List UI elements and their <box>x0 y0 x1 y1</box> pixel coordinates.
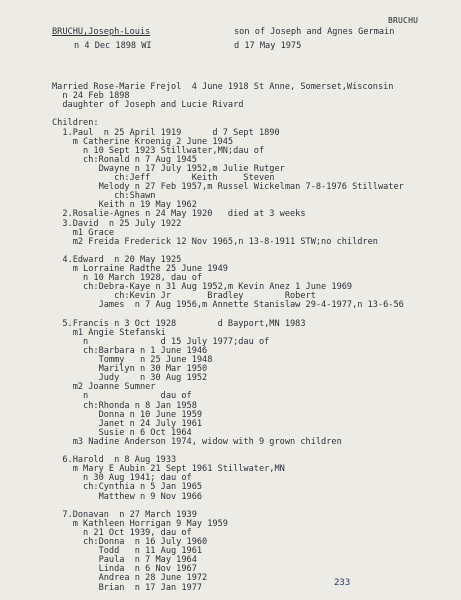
record-line: daughter of Joseph and Lucie Rivard <box>52 100 244 111</box>
person-name: BRUCHU,Joseph-Louis <box>52 27 151 37</box>
record-line: n dau of <box>52 391 192 402</box>
record-line: n 30 Aug 1941; dau of <box>52 473 192 484</box>
record-line: 7.Donavan n 27 March 1939 <box>52 509 197 520</box>
record-line: m1 Grace <box>52 227 115 238</box>
record-line: Brian n 17 Jan 1977 <box>52 582 203 593</box>
record-line: m Catherine Kroenig 2 June 1945 <box>52 136 234 147</box>
record-line: Tommy n 25 June 1948 <box>52 355 213 365</box>
record-line: Janet n 24 July 1961 <box>52 418 203 429</box>
record-line: ch:Kevin Jr Bradley Robert <box>52 291 316 302</box>
death-line: d 17 May 1975 <box>234 41 302 51</box>
record-line: Andrea n 28 June 1972 <box>52 573 208 584</box>
record-line: Dwayne n 17 July 1952,m Julie Rutger <box>52 163 285 174</box>
record-line: n 10 March 1928, dau of <box>52 273 203 284</box>
record-line: ch:Ronald n 7 Aug 1945 <box>52 154 197 165</box>
record-line: Married Rose-Marie Frejol 4 June 1918 St Anne, Somerset,Wisconsin <box>52 82 394 92</box>
record-line: Todd n 11 Aug 1961 <box>52 546 203 557</box>
record-line: 2.Rosalie-Agnes n 24 May 1920 died at 3 weeks <box>52 209 306 220</box>
record-line: Susie n 6 Oct 1964 <box>52 427 192 438</box>
record-line: Linda n 6 Nov 1967 <box>52 564 197 575</box>
record-line: n d 15 July 1977;dau of <box>52 336 270 347</box>
record-line: ch:Barbara n 1 June 1946 <box>52 345 208 356</box>
surname-heading: BRUCHU <box>388 16 419 25</box>
record-line: n 24 Feb 1898 <box>52 91 130 102</box>
record-line: Melody n 27 Feb 1957,m Russel Wickelman 7-8-1976 Stillwater <box>52 182 404 193</box>
record-line: m2 Freida Frederick 12 Nov 1965,n 13-8-1911 STW;no children <box>52 236 378 247</box>
birth-line: n 4 Dec 1898 WI <box>74 41 152 51</box>
record-line: 6.Harold n 8 Aug 1933 <box>52 455 177 466</box>
parents-line: son of Joseph and Agnes Germain <box>234 27 395 37</box>
page-number: 233 <box>334 578 351 588</box>
record-line: m Lorraine Radthe 25 June 1949 <box>52 264 228 274</box>
record-line: Judy n 30 Aug 1952 <box>52 373 208 384</box>
record-line: James n 7 Aug 1956,m Annette Stanislaw 29-4-1977,n 13-6-56 <box>52 300 404 311</box>
record-line: ch:Donna n 16 July 1960 <box>52 537 208 547</box>
record-line: ch:Jeff Keith Steven <box>52 173 275 183</box>
record-line: n 10 Sept 1923 Stillwater,MN;dau of <box>52 145 265 156</box>
record-line: Donna n 10 June 1959 <box>52 409 203 420</box>
record-line: 5.Francis n 3 Oct 1928 d Bayport,MN 1983 <box>52 318 306 329</box>
record-line: Matthew n 9 Nov 1966 <box>52 491 203 502</box>
record-line: ch:Cynthia n 5 Jan 1965 <box>52 482 203 493</box>
record-line: 4.Edward n 20 May 1925 <box>52 254 182 265</box>
record-line: m2 Joanne Sumner <box>52 382 156 393</box>
record-line: Marilyn n 30 Mar 1950 <box>52 364 208 375</box>
record-line: Keith n 19 May 1962 <box>52 200 197 211</box>
record-line: m Mary E Aubin 21 Sept 1961 Stillwater,MN <box>52 464 285 475</box>
record-line: Children: <box>52 118 99 129</box>
record-line: 1.Paul n 25 April 1919 d 7 Sept 1890 <box>52 127 280 138</box>
record-line: ch:Debra-Kaye n 31 Aug 1952,m Kevin Anez 1 June 1969 <box>52 282 353 293</box>
record-line: 3.David n 25 July 1922 <box>52 218 182 229</box>
record-line: ch:Shawn <box>52 191 156 202</box>
record-line: m3 Nadine Anderson 1974, widow with 9 grown children <box>52 436 342 447</box>
record-line: ch:Rhonda n 8 Jan 1958 <box>52 400 197 411</box>
record-line: n 21 Oct 1939, dau of <box>52 527 192 538</box>
record-line: m Kathleen Horrigan 9 May 1959 <box>52 518 228 529</box>
record-line: Paula n 7 May 1964 <box>52 555 197 566</box>
record-line: m1 Angie Stefanski <box>52 327 166 338</box>
